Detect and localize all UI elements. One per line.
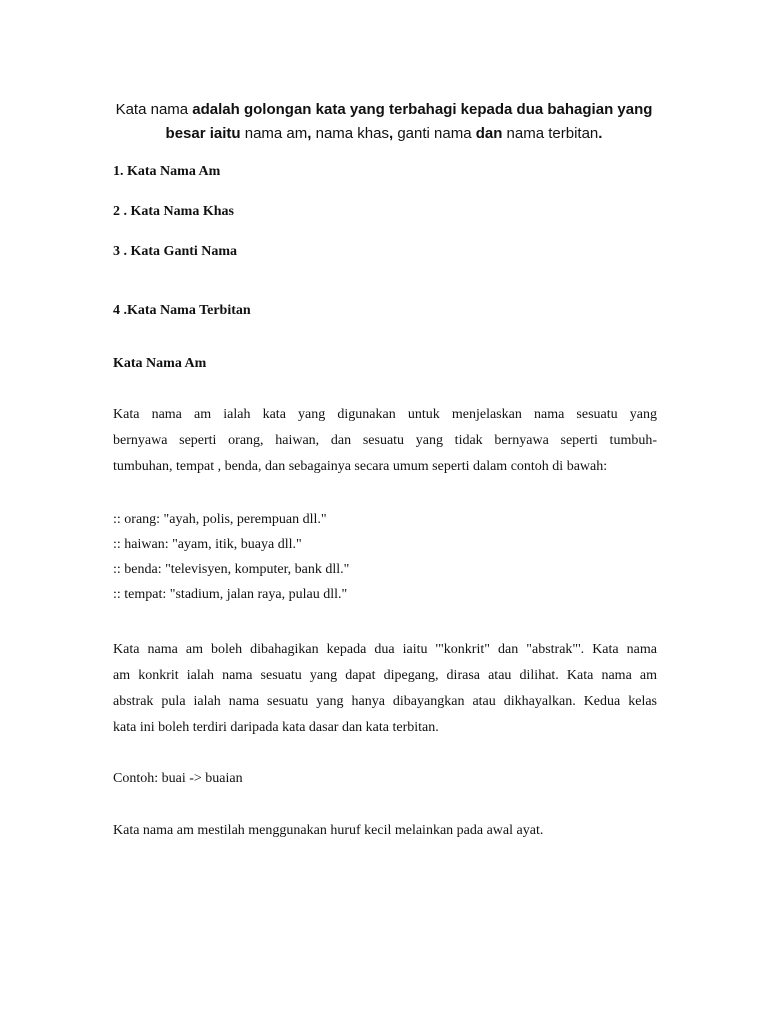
example-item: :: orang: "ayah, polis, perempuan dll.": [113, 512, 327, 527]
list-item-1: 1. Kata Nama Am: [113, 164, 221, 179]
intro-line-1: [100, 98, 668, 122]
paragraph-line: am konkrit ialah nama sesuatu yang dapat dipegang, dirasa atau dilihat. Kata nama am: [113, 668, 657, 683]
intro-text-run: Kata nama: [115, 101, 193, 118]
list-item-3: 3 . Kata Ganti Nama: [113, 244, 238, 259]
intro-bold-run: adalah golongan kata yang terbahagi kepada dua bahagian yang: [192, 101, 653, 118]
paragraph-line: abstrak pula ialah nama sesuatu yang hanya dibayangkan atau dikhayalkan. Kedua kelas: [113, 694, 657, 709]
paragraph-line: Kata nama am ialah kata yang digunakan untuk menjelaskan nama sesuatu yang: [113, 407, 657, 422]
intro-bold-run: ,: [307, 125, 312, 142]
intro-text-run: ganti nama: [393, 125, 476, 142]
example-item: :: haiwan: "ayam, itik, buaya dll.": [113, 537, 302, 552]
list-item-2: 2 . Kata Nama Khas: [113, 204, 234, 219]
intro-paragraph: [100, 98, 668, 146]
intro-text-run: nama am: [240, 125, 308, 142]
example-item: :: benda: "televisyen, komputer, bank dll.": [113, 562, 350, 577]
paragraph-line: Kata nama am boleh dibahagikan kepada dua iaitu '"konkrit" dan "abstrak"'. Kata nama: [113, 642, 657, 657]
example-item: :: tempat: "stadium, jalan raya, pulau dll.": [113, 587, 348, 602]
section-title: Kata Nama Am: [113, 356, 207, 371]
intro-text-run: nama khas: [311, 125, 389, 142]
paragraph-line: bernyawa seperti orang, haiwan, dan sesuatu yang tidak bernyawa seperti tumbuh-: [113, 433, 657, 448]
intro-line-2: [100, 122, 668, 146]
contoh-line: Contoh: buai -> buaian: [113, 771, 243, 786]
paragraph-line: tumbuhan, tempat , benda, dan sebagainya secara umum seperti dalam contoh di bawah:: [113, 459, 608, 474]
intro-bold-run: dan: [475, 125, 503, 142]
paragraph-line: kata ini boleh terdiri daripada kata dasar dan kata terbitan.: [113, 720, 439, 735]
list-item-4: 4 .Kata Nama Terbitan: [113, 303, 251, 318]
intro-text-run: nama terbitan: [502, 125, 599, 142]
intro-bold-run: .: [598, 125, 603, 142]
final-note: Kata nama am mestilah menggunakan huruf kecil melainkan pada awal ayat.: [113, 823, 544, 838]
paragraph-definition: [113, 402, 657, 480]
intro-bold-run: ,: [388, 125, 394, 142]
paragraph-konkrit-abstrak: [113, 637, 657, 741]
intro-bold-run: besar iaitu: [165, 125, 241, 142]
